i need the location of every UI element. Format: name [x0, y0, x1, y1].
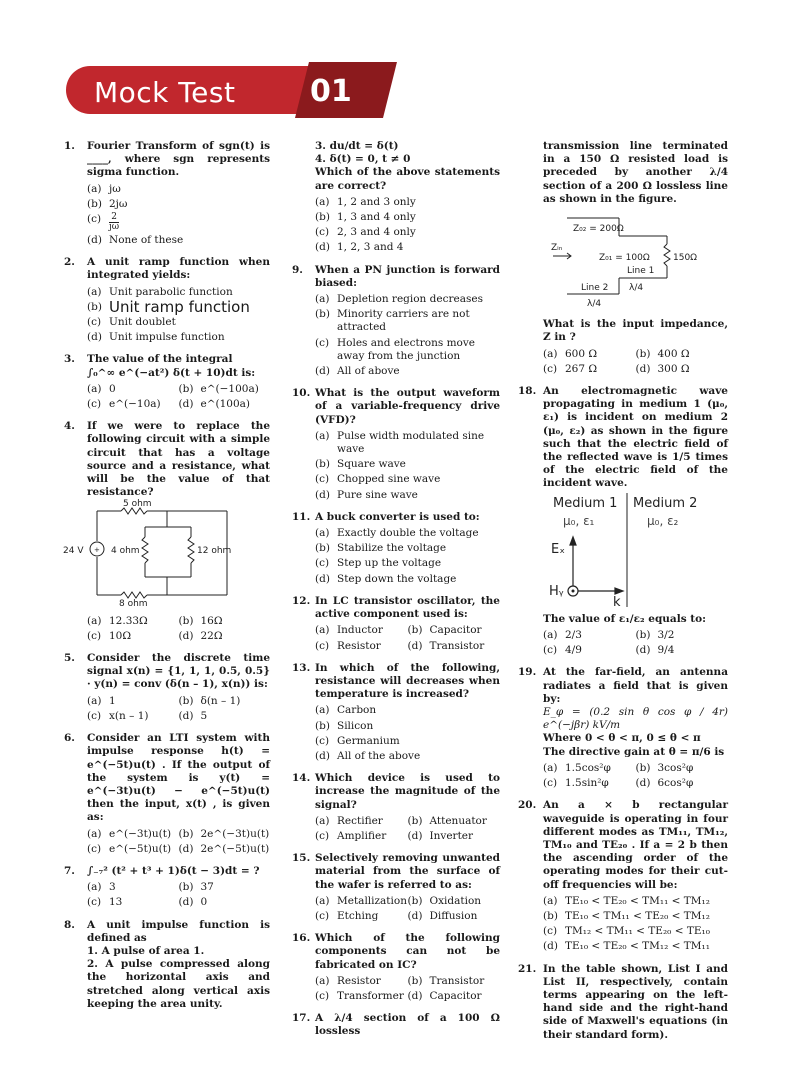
option-b: (b) 16Ω: [178, 614, 223, 627]
sub-question: What is the input impedance, Z in ?: [543, 318, 728, 344]
question-text: In LC transistor oscillator, the active component used is:: [315, 594, 500, 621]
option-c: (c) e^(−5t)u(t): [87, 842, 172, 855]
statement-1: 1. A pulse of area 1.: [87, 944, 205, 957]
option-d: (d) 22Ω: [178, 629, 223, 642]
medium-1-label: Medium 1: [553, 495, 618, 511]
resistor-label-12ohm: 12 ohm: [197, 546, 232, 557]
statement-2: 2. A pulse compressed along the horizontal axis and stretched along vertical axis keeping the area unity.: [87, 958, 270, 1010]
question-expression: ∫₀^∞ e^(−at²) δ(t + 10)dt is:: [87, 366, 256, 379]
source-label: 24 V: [63, 546, 84, 557]
question-text: What is the output waveform of a variable-frequency drive (VFD)?: [315, 387, 500, 426]
field-dot: [572, 589, 575, 592]
question-text: An electromagnetic wave propagating in medium 1 (μ₀, ε₁) is incident on medium 2 (μ₀, ε₂) as shown in the figure such that the electric field of the reflected wave is 1/5 times of the electric field of the incident wave.: [543, 385, 728, 490]
question-14: [292, 772, 500, 843]
resistor-circuit-diagram: [63, 499, 247, 610]
option-b: (b) e^(−100a): [178, 382, 259, 395]
option-d: (d) Pure sine wave: [315, 488, 418, 501]
option-d: (d) Transistor: [407, 639, 485, 652]
question-number: 6.: [64, 732, 75, 745]
option-d: (d) 9/4: [635, 644, 675, 657]
question-text: Which device is used to increase the magnitude of the signal?: [315, 772, 500, 811]
fraction: $\frac{2}{j\omega}$: [109, 212, 120, 233]
option-a: (a) Resistor: [315, 974, 381, 987]
lambda-quarter-1: λ/4: [629, 283, 644, 294]
option-c: (c) Etching: [315, 909, 379, 922]
option-c: (c) 10Ω: [87, 629, 132, 642]
option-a: (a) Exactly double the voltage: [315, 527, 479, 540]
option-d: (d) 0: [178, 896, 208, 909]
option-b: (b) Square wave: [315, 458, 406, 471]
question-text: When a PN junction is forward biased:: [315, 263, 500, 289]
option-d: (d) All of the above: [315, 749, 421, 762]
option-c: (c) Unit doublet: [87, 316, 176, 329]
question-5: [64, 652, 270, 723]
option-c: (c) 4/9: [543, 644, 582, 657]
question-number: 11.: [292, 510, 311, 523]
e-field-label: Eₓ: [551, 541, 565, 557]
question-21: [518, 963, 728, 1042]
transmission-line-diagram: [543, 206, 723, 314]
option-b: (b) 37: [178, 881, 214, 894]
question-8-continued: [292, 140, 500, 255]
question-number: 2.: [64, 256, 75, 269]
wave-vector-label: k: [613, 594, 621, 610]
question-16: [292, 932, 500, 1003]
option-a: (a) 1: [87, 694, 116, 707]
question-number: 18.: [518, 385, 537, 398]
option-d: (d) 5: [178, 709, 208, 722]
question-number: 12.: [292, 594, 311, 607]
question-17: [292, 1012, 500, 1038]
question-text: Consider the discrete time signal x(n) = {1, 1, 1, 0.5, 0.5} · y(n) = conv (δ(n – 1), x(n)) is:: [87, 652, 270, 691]
option-a: (a) Carbon: [315, 704, 377, 717]
option-d: (d) Unit impulse function: [87, 331, 225, 344]
question-13: [292, 662, 500, 763]
question-3: [64, 353, 270, 411]
line2-label: Line 2: [581, 283, 609, 294]
option-a: (a) 600 Ω: [543, 347, 598, 360]
question-text: Fourier Transform of sgn(t) is ____, where sgn represents sigma function.: [87, 140, 270, 179]
question-text: Which of the following components can not be fabricated on IC?: [315, 932, 500, 971]
option-c: (c) Step up the voltage: [315, 557, 442, 570]
question-text: ∫₋₇² (t² + t³ + 1)δ(t − 3)dt = ?: [87, 864, 260, 877]
option-b: (b) TE₁₀ < TM₁₁ < TE₂₀ < TM₁₂: [543, 909, 710, 922]
question-text: At the far-field, an antenna radiates a field that is given by:: [543, 666, 728, 705]
question-9: [292, 264, 500, 379]
option-a: (a) 1.5cos²φ: [543, 761, 611, 774]
question-text: The value of the integral: [87, 353, 233, 366]
zin-label: Zᵢₙ: [551, 243, 563, 254]
option-a: (a) TE₁₀ < TE₂₀ < TM₁₁ < TM₁₂: [543, 894, 710, 907]
option-d: (d) TE₁₀ < TE₂₀ < TM₁₂ < TM₁₁: [543, 940, 710, 953]
option-c: (c) 2, 3 and 4 only: [315, 226, 416, 239]
question-text: Consider an LTI system with impulse response h(t) = e^(−5t)u(t) . If the output of the system is y(t) = e^(−3t)u(t) − e^(−5t)u(t) then the input, x(t) , is given as:: [87, 732, 270, 824]
source-plus-sign: +: [94, 546, 100, 555]
question-text: A unit impulse function is defined as: [87, 918, 270, 944]
option-a: (a) e^(−3t)u(t): [87, 827, 172, 840]
option-d: (d) 300 Ω: [635, 362, 690, 375]
question-6: [64, 732, 270, 856]
resistor-label-8ohm: 8 ohm: [119, 599, 148, 610]
option-c: (c) Chopped sine wave: [315, 473, 441, 486]
option-d: (d) e^(100a): [178, 398, 251, 411]
sub-question: The value of ε₁/ε₂ equals to:: [543, 612, 707, 625]
option-d: (d) 2e^(−5t)u(t): [178, 842, 270, 855]
option-a: (a) 12.33Ω: [87, 614, 148, 627]
option-a: (a) jω: [87, 182, 121, 195]
option-a: (a) Metallization: [315, 894, 407, 907]
question-number: 14.: [292, 772, 311, 785]
field-expression: E_φ = (0.2 sin θ cos φ / 4r) e^(−jβr) kV/m: [543, 706, 728, 732]
option-c: (c) $\frac{2}{j\omega}$: [87, 212, 120, 233]
option-b: (b) Capacitor: [407, 624, 482, 637]
option-c: (c) Amplifier: [315, 829, 387, 842]
question-text: A λ/4 section of a 100 Ω lossless: [315, 1012, 500, 1038]
option-c: (c) Germanium: [315, 734, 400, 747]
option-b: (b) δ(n – 1): [178, 694, 241, 707]
z02-label: Z₀₂ = 200Ω: [573, 224, 624, 235]
question-number: 8.: [64, 918, 75, 931]
option-c: (c) 267 Ω: [543, 362, 598, 375]
question-number: 19.: [518, 666, 537, 679]
question-20: [518, 799, 728, 953]
option-d: (d) Capacitor: [407, 989, 482, 1002]
option-b: (b) Minority carriers are not attracted: [315, 308, 470, 334]
question-8: [64, 919, 270, 1011]
option-c: (c) x(n – 1): [87, 709, 149, 722]
medium-2-params: μ₀, ε₂: [647, 513, 679, 528]
question-19: [518, 666, 728, 790]
option-b: (b) 3/2: [635, 629, 675, 642]
question-text: Which of the above statements are correct?: [315, 166, 500, 192]
question-7: [64, 865, 270, 910]
question-4: [64, 420, 270, 643]
option-a: (a) Unit parabolic function: [87, 285, 233, 298]
question-12: [292, 595, 500, 653]
question-text: If we were to replace the following circuit with a simple circuit that has a voltage source and a resistance, what will be the value of that resistance?: [87, 420, 270, 499]
question-text: A unit ramp function when integrated yields:: [87, 256, 270, 282]
option-d: (d) Diffusion: [407, 909, 478, 922]
option-b: (b) 3cos²φ: [635, 761, 694, 774]
option-a: (a) Depletion region decreases: [315, 293, 483, 306]
banner-title: Mock Test: [94, 76, 236, 109]
question-number: 13.: [292, 661, 311, 674]
option-c: (c) Resistor: [315, 639, 381, 652]
medium-1-params: μ₀, ε₁: [563, 513, 595, 528]
mock-test-banner: [66, 66, 366, 114]
column-1: [64, 140, 270, 1020]
lambda-quarter-2: λ/4: [587, 299, 602, 310]
option-a: (a) Inductor: [315, 624, 383, 637]
h-field-label: Hᵧ: [549, 583, 564, 599]
question-number: 1.: [64, 140, 75, 152]
option-b: (b) Transistor: [407, 974, 485, 987]
question-15: [292, 852, 500, 923]
resistor-label-4ohm: 4 ohm: [111, 546, 140, 557]
option-a: (a) 1, 2 and 3 only: [315, 195, 416, 208]
option-d: (d) Inverter: [407, 829, 474, 842]
question-2: [64, 256, 270, 344]
option-b: (b) Silicon: [315, 719, 374, 732]
statement-4: 4. δ(t) = 0, t ≠ 0: [315, 153, 411, 166]
question-text: Selectively removing unwanted material from the surface of the wafer is referred to as:: [315, 852, 500, 891]
option-b: (b) Oxidation: [407, 894, 482, 907]
load-label: 150Ω: [673, 253, 698, 264]
line1-label: Line 1: [627, 266, 655, 277]
option-d: (d) 6cos²φ: [635, 777, 694, 790]
condition: Where 0 < θ < π, 0 ≤ θ < π: [543, 732, 701, 745]
option-d: (d) None of these: [87, 234, 184, 247]
option-a: (a) 2/3: [543, 629, 582, 642]
option-a: (a) 3: [87, 881, 116, 894]
option-c: (c) 13: [87, 896, 123, 909]
question-18: [518, 385, 728, 657]
question-number: 17.: [292, 1012, 311, 1025]
sub-question: The directive gain at θ = π/6 is: [543, 745, 725, 758]
question-number: 4.: [64, 420, 75, 433]
question-10: [292, 387, 500, 502]
option-b: (b) 400 Ω: [635, 347, 690, 360]
option-c: (c) TM₁₂ < TM₁₁ < TE₂₀ < TE₁₀: [543, 925, 710, 938]
question-1: [64, 140, 270, 247]
resistor-label-5ohm: 5 ohm: [123, 499, 152, 510]
medium-2-label: Medium 2: [633, 495, 698, 511]
statement-3: 3. du/dt = δ(t): [315, 140, 399, 152]
option-b: (b) Stabilize the voltage: [315, 542, 447, 555]
question-11: [292, 511, 500, 586]
question-number: 7.: [64, 864, 75, 877]
option-b: (b) 2jω: [87, 197, 128, 210]
option-c: (c) Transformer: [315, 989, 404, 1002]
question-number: 15.: [292, 852, 311, 865]
option-b: (b) Unit ramp function: [87, 297, 250, 316]
option-d: (d) Step down the voltage: [315, 572, 457, 585]
option-c: (c) 1.5sin²φ: [543, 777, 609, 790]
option-d: (d) 1, 2, 3 and 4: [315, 241, 404, 254]
em-wave-medium-diagram: [543, 491, 713, 609]
z01-label: Z₀₁ = 100Ω: [599, 253, 650, 264]
option-b: (b) 1, 3 and 4 only: [315, 211, 416, 224]
question-number: 9.: [292, 263, 303, 276]
option-b: (b) 2e^(−3t)u(t): [178, 827, 270, 840]
question-number: 10.: [292, 387, 311, 400]
question-text: In which of the following, resistance will decreases when temperature is increased?: [315, 661, 500, 701]
option-b: (b) Attenuator: [407, 814, 487, 827]
question-number: 3.: [64, 353, 75, 366]
option-a: (a) Rectifier: [315, 814, 383, 827]
option-a: (a) 0: [87, 382, 116, 395]
option-c: (c) Holes and electrons move away from the junction: [315, 336, 475, 362]
option-d: (d) All of above: [315, 365, 400, 378]
question-number: 20.: [518, 799, 537, 812]
column-3: [518, 140, 728, 1051]
column-2: [292, 140, 500, 1048]
question-text: In the table shown, List I and List II, respectively, contain terms appearing on the left-hand side and the right-hand side of Maxwell's equations (in their standard form).: [543, 962, 728, 1041]
question-text: An a × b rectangular waveguide is operating in four different modes as TM₁₁, TM₁₂, TM₁₀ and TE₂₀ . If a = 2 b then the ascending order of the operating modes for their cut-off frequencies will be:: [543, 799, 728, 891]
option-c: (c) e^(−10a): [87, 398, 161, 411]
question-text: transmission line terminated in a 150 Ω resisted load is preceded by another λ/4 section of a 200 Ω lossless line as shown in the figure.: [543, 140, 728, 205]
question-number: 5.: [64, 652, 75, 665]
question-number: 21.: [518, 962, 537, 975]
question-17-continued: [518, 140, 728, 376]
question-text: A buck converter is used to:: [315, 510, 480, 523]
option-a: (a) Pulse width modulated sine wave: [315, 429, 485, 456]
banner-number: 01: [310, 74, 352, 109]
question-number: 16.: [292, 932, 311, 945]
